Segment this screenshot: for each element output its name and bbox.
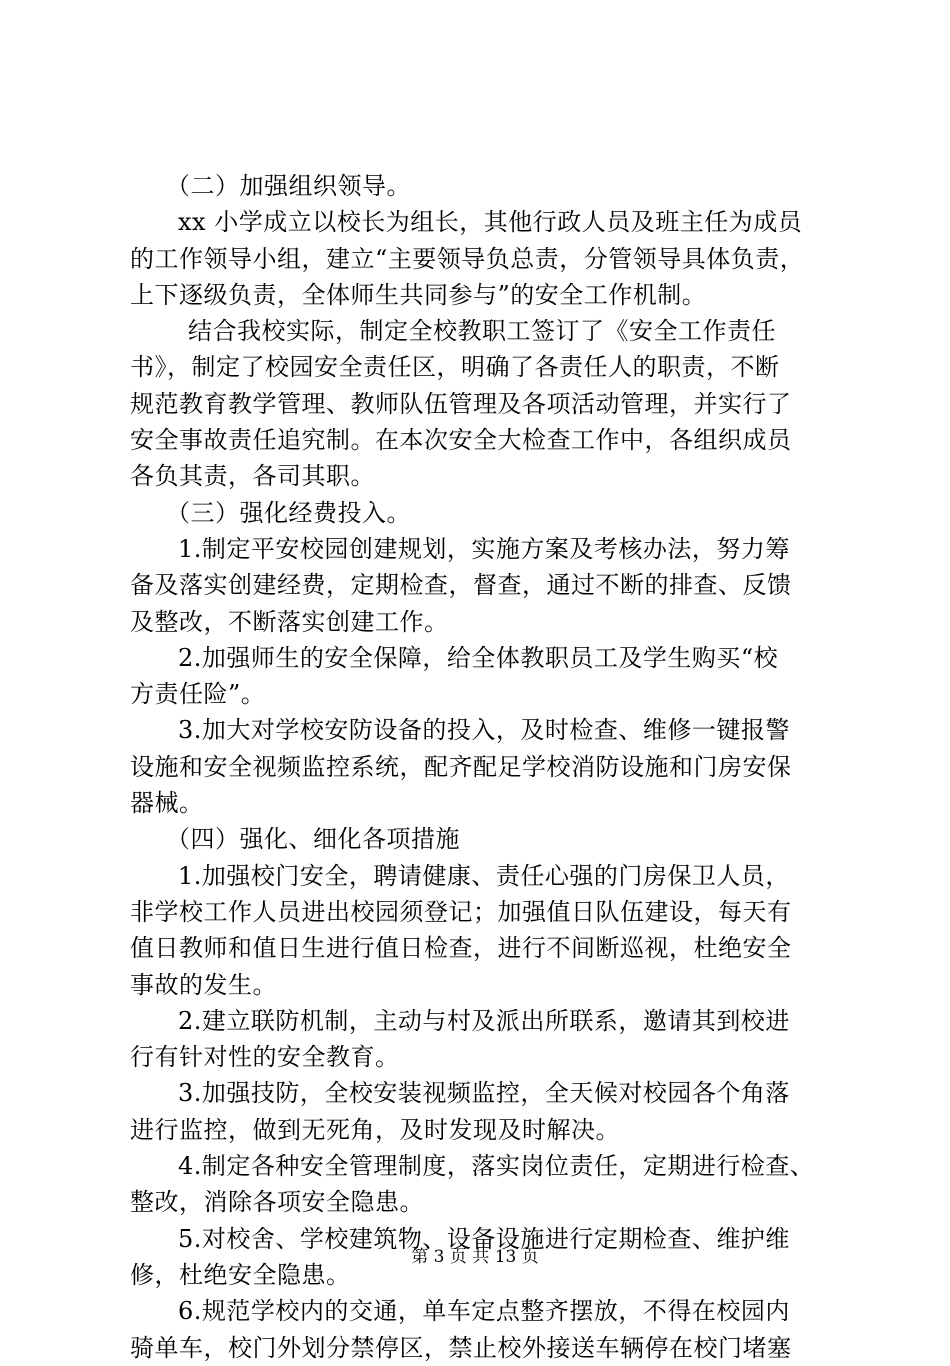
page-footer: 第 3 页 共 13 页 [411, 1247, 539, 1267]
paragraph-line: 设施和安全视频监控系统，配齐配足学校消防设施和门房安保 [130, 752, 792, 781]
paragraph-line: 非学校工作人员进出校园须登记；加强值日队伍建设，每天有 [130, 897, 792, 926]
paragraph-line: 行有针对性的安全教育。 [130, 1043, 400, 1072]
paragraph-line: 安全事故责任追究制。在本次安全大检查工作中，各组织成员 [130, 426, 792, 455]
paragraph-line: 6.规范学校内的交通，单车定点整齐摆放，不得在校园内 [178, 1297, 790, 1326]
paragraph-line: 5.对校舍、学校建筑物、设备设施进行定期检查、维护维 [178, 1224, 790, 1253]
section-heading: （三）强化经费投入。 [166, 498, 411, 527]
paragraph-line: 方责任险”。 [130, 680, 266, 709]
paragraph-line: 结合我校实际，制定全校教职工签订了《安全工作责任 [188, 317, 776, 346]
paragraph-line: 1.制定平安校园创建规划，实施方案及考核办法，努力筹 [178, 534, 790, 563]
section-heading: （四）强化、细化各项措施 [166, 825, 460, 854]
section-heading: （二）加强组织领导。 [166, 172, 411, 200]
paragraph-line: 骑单车，校门外划分禁停区，禁止校外接送车辆停在校门堵塞 [130, 1333, 792, 1362]
paragraph-line: 器械。 [130, 789, 204, 818]
paragraph-line: 1.加强校门安全，聘请健康、责任心强的门房保卫人员， [178, 861, 790, 890]
paragraph-line: 值日教师和值日生进行值日检查，进行不间断巡视，杜绝安全 [130, 934, 792, 963]
paragraph-line: 各负其责，各司其职。 [130, 462, 375, 491]
document-body [130, 168, 836, 1366]
paragraph-line: 整改，消除各项安全隐患。 [130, 1188, 424, 1217]
paragraph-line: 修，杜绝安全隐患。 [130, 1260, 351, 1289]
paragraph-line: 及整改，不断落实创建工作。 [130, 607, 449, 636]
paragraph-line: 书》，制定了校园安全责任区，明确了各责任人的职责，不断 [130, 353, 780, 382]
paragraph-line: 上下逐级负责，全体师生共同参与”的安全工作机制。 [130, 280, 707, 309]
paragraph-line: 的工作领导小组，建立“主要领导负总责，分管领导具体负责， [130, 244, 805, 273]
paragraph-line: 3.加大对学校安防设备的投入，及时检查、维修一键报警 [178, 716, 790, 745]
paragraph-line: 2.建立联防机制，主动与村及派出所联系，邀请其到校进 [178, 1006, 790, 1035]
paragraph-line: 规范教育教学管理、教师队伍管理及各项活动管理，并实行了 [130, 389, 792, 418]
paragraph-line: 4.制定各种安全管理制度，落实岗位责任，定期进行检查、 [178, 1152, 815, 1181]
paragraph-line: 备及落实创建经费，定期检查，督查，通过不断的排查、反馈 [130, 571, 792, 600]
paragraph-line: 进行监控，做到无死角，及时发现及时解决。 [130, 1115, 620, 1144]
paragraph-line: 3.加强技防，全校安装视频监控，全天候对校园各个角落 [178, 1079, 790, 1108]
paragraph-line: 2.加强师生的安全保障，给全体教职员工及学生购买“校 [178, 643, 779, 672]
paragraph-line: xx 小学成立以校长为组长，其他行政人员及班主任为成员 [178, 208, 803, 237]
paragraph-line: 事故的发生。 [130, 970, 277, 999]
